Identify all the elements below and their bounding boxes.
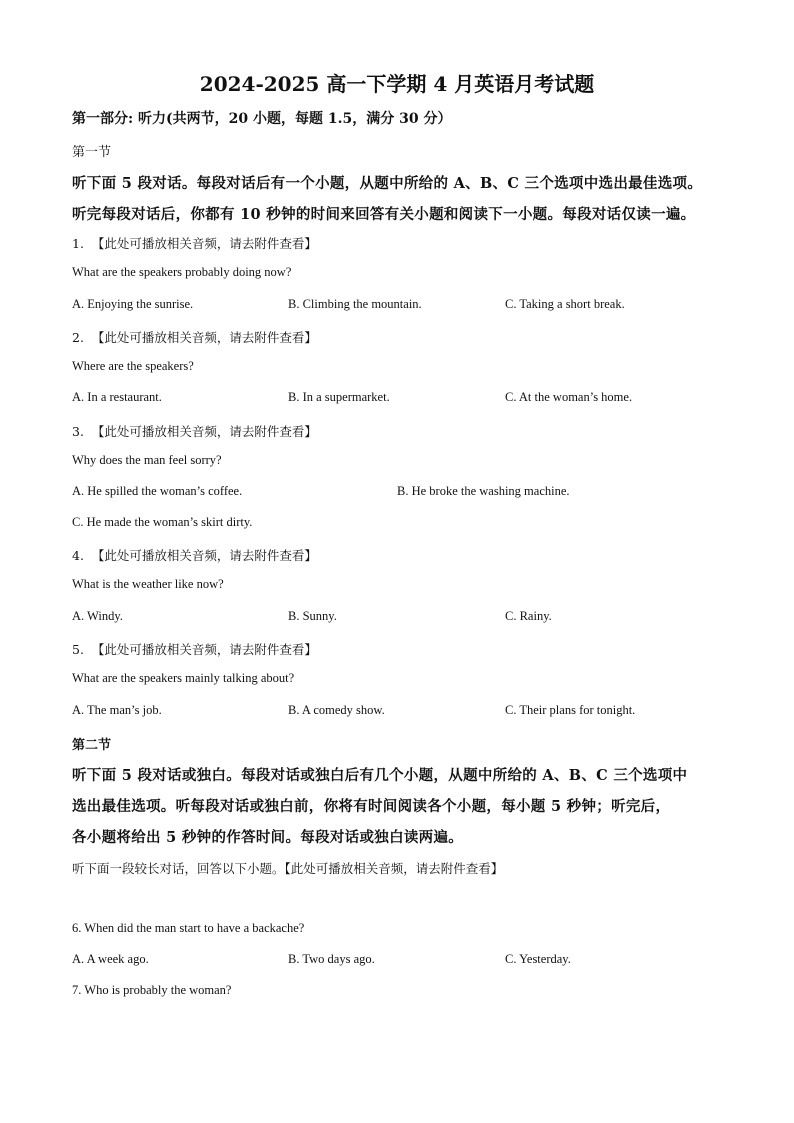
question-2-option-a: A. In a restaurant. — [72, 390, 162, 404]
question-number: 3. — [72, 424, 84, 439]
section2-label: 第二节 — [72, 738, 112, 753]
question-6-option-a: A. A week ago. — [72, 952, 149, 966]
section2-instruction-line1: 听下面 5 段对话或独白。每段对话或独白后有几个小题，从题中所给的 A、B、C 三个选项中 — [72, 767, 688, 784]
question-1-option-c: C. Taking a short break. — [505, 297, 625, 311]
question-2-audio-line — [72, 328, 317, 346]
question-number: 5. — [72, 642, 84, 657]
question-3-audio-line — [72, 422, 317, 440]
section1-instruction-line2: 听完每段对话后，你都有 10 秒钟的时间来回答有关小题和阅读下一小题。每段对话仅读一遍。 — [72, 206, 696, 223]
question-7-text: 7. Who is probably the woman? — [72, 983, 232, 997]
question-5-text: What are the speakers mainly talking about? — [72, 671, 295, 685]
section1-instruction-line1: 听下面 5 段对话。每段对话后有一个小题，从题中所给的 A、B、C 三个选项中选出最佳选项。 — [72, 175, 703, 192]
question-4-option-c: C. Rainy. — [505, 609, 552, 623]
question-2-text: Where are the speakers? — [72, 359, 194, 373]
question-5-audio-line — [72, 640, 317, 658]
question-5-option-c: C. Their plans for tonight. — [505, 703, 636, 717]
question-6-text: 6. When did the man start to have a backache? — [72, 921, 305, 935]
question-number: 1. — [72, 236, 84, 251]
question-1-text: What are the speakers probably doing now? — [72, 265, 292, 279]
section1-label: 第一节 — [72, 145, 112, 160]
question-1-option-a: A. Enjoying the sunrise. — [72, 297, 194, 311]
audio-placeholder-link[interactable]: 【此处可播放相关音频，请去附件查看】 — [91, 548, 317, 563]
question-3-option-c: C. He made the woman’s skirt dirty. — [72, 515, 253, 529]
question-2-option-b: B. In a supermarket. — [288, 390, 390, 404]
question-5-option-b: B. A comedy show. — [288, 703, 385, 717]
question-3-option-b: B. He broke the washing machine. — [397, 484, 570, 498]
question-6-option-c: C. Yesterday. — [505, 952, 571, 966]
audio-placeholder-link[interactable]: 【此处可播放相关音频，请去附件查看】 — [91, 642, 317, 657]
question-2-option-c: C. At the woman’s home. — [505, 390, 633, 404]
question-4-option-a: A. Windy. — [72, 609, 123, 623]
question-number: 4. — [72, 548, 84, 563]
question-1-audio-line — [72, 234, 317, 252]
part1-header: 第一部分: 听力(共两节，20 小题，每题 1.5，满分 30 分） — [72, 111, 452, 127]
question-3-text: Why does the man feel sorry? — [72, 453, 222, 467]
audio-placeholder-link[interactable]: 【此处可播放相关音频，请去附件查看】 — [91, 330, 317, 345]
question-4-audio-line — [72, 546, 317, 564]
page-title: 2024-2025 高一下学期 4 月英语月考试题 — [199, 72, 595, 96]
section2-instruction-line3: 各小题将给出 5 秒钟的作答时间。每段对话或独白读两遍。 — [72, 829, 464, 846]
question-3-option-a: A. He spilled the woman’s coffee. — [72, 484, 243, 498]
question-1-option-b: B. Climbing the mountain. — [288, 297, 422, 311]
audio-placeholder-link[interactable]: 【此处可播放相关音频，请去附件查看】 — [91, 236, 317, 251]
section2-instruction-line2: 选出最佳选项。听每段对话或独白前，你将有时间阅读各个小题，每小题 5 秒钟；听完后， — [72, 798, 671, 815]
question-6-option-b: B. Two days ago. — [288, 952, 375, 966]
question-4-text: What is the weather like now? — [72, 577, 224, 591]
audio-placeholder-link[interactable]: 【此处可播放相关音频，请去附件查看】 — [91, 424, 317, 439]
question-5-option-a: A. The man’s job. — [72, 703, 162, 717]
question-4-option-b: B. Sunny. — [288, 609, 337, 623]
question-number: 2. — [72, 330, 84, 345]
section2-audio-note[interactable]: 听下面一段较长对话，回答以下小题。【此处可播放相关音频，请去附件查看】 — [72, 861, 504, 876]
